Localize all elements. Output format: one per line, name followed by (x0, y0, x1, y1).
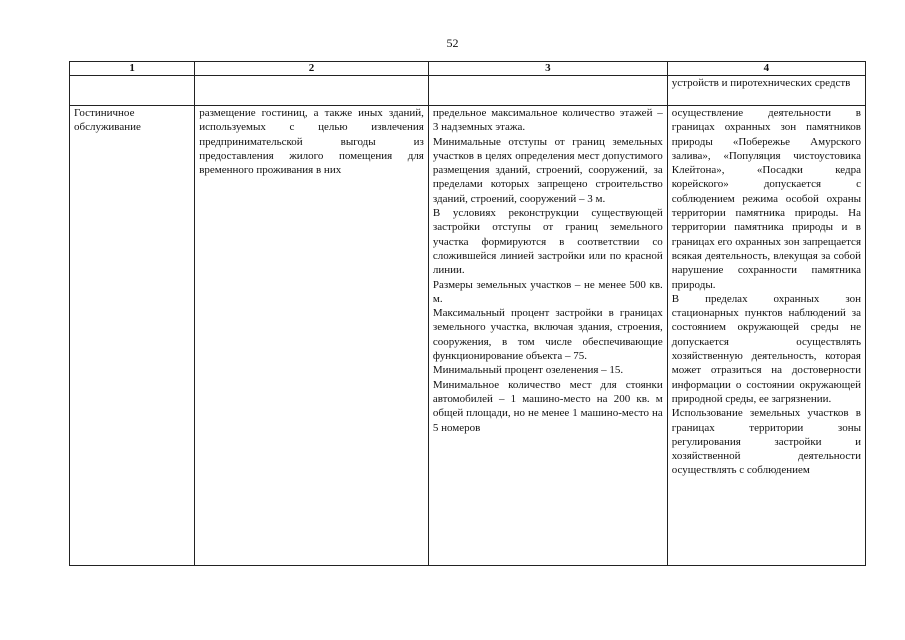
parameter-paragraph: Максимальный процент застройки в границах земельного участка, включая здания, строения, сооружения, в том числе обеспечивающие функционирование объекта – 75. (432, 307, 663, 363)
parameter-paragraph: Минимальные отступы от границ земельных участков в целях определения мест допустимого размещения зданий, строений, сооружений, за пределами которых запрещено строительство зданий, строений, сооружений – 3 м. (432, 135, 663, 205)
parameter-paragraph: предельное максимальное количество этажей – 3 надземных этажа. (432, 107, 663, 134)
zoning-table (69, 61, 866, 566)
continuation-row (70, 76, 866, 106)
parameters-cell (428, 106, 667, 566)
parameter-paragraph: Минимальный процент озеленения – 15. (432, 364, 624, 377)
land-use-type-cell: Гостиничное обслуживание (70, 106, 195, 566)
parameter-paragraph: Размеры земельных участков – не менее 500 кв. м. (432, 278, 663, 305)
continuation-cell-2 (195, 76, 429, 106)
page-number: 52 (446, 36, 459, 50)
continuation-cell-3 (428, 76, 667, 106)
restriction-paragraph: Использование земельных участков в границах территории зоны регулирования застройки и хозяйственной деятельности осуществлять с соблюдением (671, 407, 861, 477)
header-col-1: 1 (70, 62, 195, 76)
parameter-paragraph: Минимальное количество мест для стоянки автомобилей – 1 машино-место на 200 кв. м общей площади, но не менее 1 машино-место на 5 номеров (432, 378, 663, 434)
header-row (70, 62, 866, 76)
restriction-paragraph: осуществление деятельности в границах охранных зон памятников природы «Побережье Амурского залива», «Популяция чистоустовика Клейтона», «Посадки кедра корейского» допускается с соблюдением режима особой охраны территории памятника природы. На территории памятника природы и в границах его охранных зон запрещается всякая деятельность, влекущая за собой нарушение сохранности памятника природы. (671, 107, 861, 291)
restrictions-cell (667, 106, 865, 566)
land-use-description-cell: размещение гостиниц, а также иных зданий, используемых с целью извлечения предпринимательской выгоды из предоставления жилого помещения для временного проживания в них (195, 106, 429, 566)
header-col-2: 2 (195, 62, 429, 76)
parameter-paragraph: В условиях реконструкции существующей застройки отступы от границ земельного участка формируются в соответствии со сложившейся линией застройки или по красной линии. (432, 207, 663, 277)
continuation-cell-1 (70, 76, 195, 106)
restriction-paragraph: В пределах охранных зон стационарных пунктов наблюдений за состоянием окружающей среды не допускается осуществлять хозяйственную деятельность, которая может отразиться на достоверности информации о состоянии окружающей природной среды, ее загрязнении. (671, 292, 861, 405)
continuation-cell-4: устройств и пиротехнических средств (667, 76, 865, 106)
hotel-service-row (70, 106, 866, 566)
header-col-4: 4 (667, 62, 865, 76)
header-col-3: 3 (428, 62, 667, 76)
